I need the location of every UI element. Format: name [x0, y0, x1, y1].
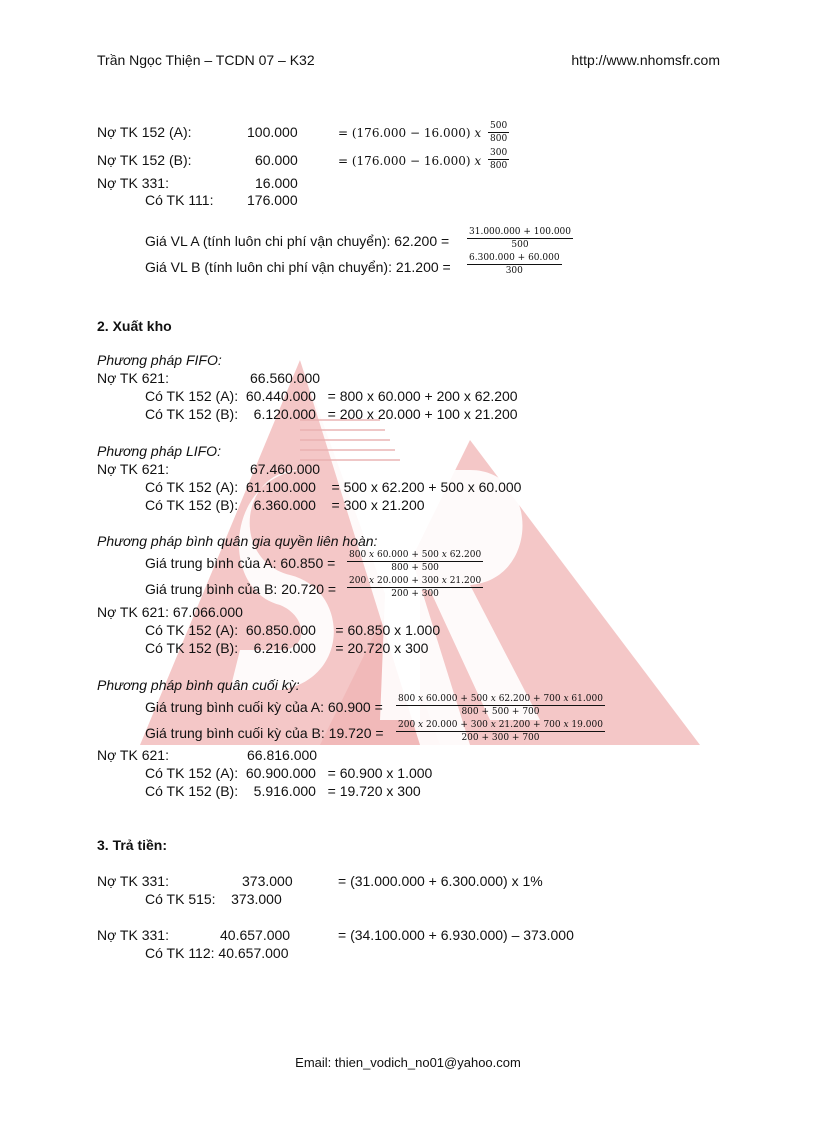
s2-lifo-title: Phương pháp LIFO: [97, 443, 221, 459]
s2-fifo-co-b: Có TK 152 (B): 6.120.000 = 200 x 20.000 + 100 x 21.200 [145, 406, 518, 422]
s3-r1-label: Nợ TK 331: [97, 873, 169, 889]
s3-r1-formula: = (31.000.000 + 6.300.000) x 1% [338, 873, 543, 889]
s1-r1-fraction: $\frac{500}{800}$ [490, 121, 508, 144]
s2-lifo-co-b: Có TK 152 (B): 6.360.000 = 300 x 21.200 [145, 497, 425, 513]
s1-r1-formula: = (176.000 − 16.000) 𝑥 [338, 126, 482, 140]
s3-r3-label: Nợ TK 331: [97, 927, 169, 943]
s3-r4: Có TK 112: 40.657.000 [145, 945, 289, 961]
s2-fifo-title: Phương pháp FIFO: [97, 352, 222, 368]
s2-bqck-b-fraction: 200 𝑥 20.000 + 300 𝑥 21.200 + 700 𝑥 19.000 200 + 300 + 700 [398, 720, 603, 743]
s3-r3-formula: = (34.100.000 + 6.930.000) – 373.000 [338, 927, 574, 943]
s1-r4-label: Có TK 111: [145, 192, 214, 208]
s2-bqlh-b-fraction: 200 𝑥 20.000 + 300 𝑥 21.200 200 + 300 [349, 576, 482, 599]
s2-bqck-co-b: Có TK 152 (B): 5.916.000 = 19.720 x 300 [145, 783, 421, 799]
s1-gia-b-fraction: $\frac{6.300.000 + 60.000}{300}$ [469, 253, 560, 276]
s1-gia-b-text: Giá VL B (tính luôn chi phí vận chuyển): 21.200 = [145, 259, 451, 275]
s1-r2-formula: = (176.000 − 16.000) 𝑥 [338, 154, 482, 168]
s2-bqck-no-amount: 66.816.000 [247, 747, 318, 763]
header-left: Trần Ngọc Thiện – TCDN 07 – K32 [97, 52, 315, 68]
s1-r1-amount: 100.000 [247, 124, 298, 140]
s2-bqck-no-label: Nợ TK 621: [97, 747, 169, 763]
s2-bqck-co-a: Có TK 152 (A): 60.900.000 = 60.900 x 1.000 [145, 765, 433, 781]
s1-r2-amount: 60.000 [255, 152, 298, 168]
s2-fifo-no-label: Nợ TK 621: [97, 370, 169, 386]
s2-lifo-no-label: Nợ TK 621: [97, 461, 169, 477]
s2-lifo-no-amount: 67.460.000 [250, 461, 321, 477]
s1-r3-label: Nợ TK 331: [97, 175, 169, 191]
s2-bqlh-co-b: Có TK 152 (B): 6.216.000 = 20.720 x 300 [145, 640, 429, 656]
s2-bqck-title: Phương pháp bình quân cuối kỳ: [97, 677, 300, 693]
s2-fifo-co-a: Có TK 152 (A): 60.440.000 = 800 x 60.000 + 200 x 62.200 [145, 388, 518, 404]
s1-gia-a-fraction: $\frac{31.000.000 + 100.000}{500}$ [469, 227, 572, 250]
s2-bqck-a-text: Giá trung bình cuối kỳ của A: 60.900 = [145, 699, 383, 715]
s3-r1-amount: 373.000 [242, 873, 293, 889]
s2-lifo-co-a: Có TK 152 (A): 61.100.000 = 500 x 62.200 + 500 x 60.000 [145, 479, 522, 495]
s2-fifo-no-amount: 66.560.000 [250, 370, 321, 386]
s2-bqlh-b-text: Giá trung bình của B: 20.720 = [145, 581, 337, 597]
s3-title: 3. Trả tiền: [97, 837, 168, 853]
s3-r3-amount: 40.657.000 [220, 927, 291, 943]
s1-r2-fraction: $\frac{300}{800}$ [490, 148, 508, 171]
s2-bqlh-a-fraction: 800 𝑥 60.000 + 500 𝑥 62.200 800 + 500 [349, 550, 482, 573]
s1-r3-amount: 16.000 [255, 175, 298, 191]
s2-bqlh-title: Phương pháp bình quân gia quyền liên hoàn: [97, 533, 378, 549]
s2-title: 2. Xuất kho [97, 318, 172, 334]
s2-bqlh-no: Nợ TK 621: 67.066.000 [97, 604, 243, 620]
footer-email: Email: thien_vodich_no01@yahoo.com [295, 1055, 521, 1070]
s2-bqck-a-fraction: 800 𝑥 60.000 + 500 𝑥 62.200 + 700 𝑥 61.000 800 + 500 + 700 [398, 694, 603, 717]
s1-gia-a-text: Giá VL A (tính luôn chi phí vận chuyển): 62.200 = [145, 233, 450, 249]
s1-r1-label: Nợ TK 152 (A): [97, 124, 192, 140]
s1-r2-label: Nợ TK 152 (B): [97, 152, 192, 168]
s2-bqlh-co-a: Có TK 152 (A): 60.850.000 = 60.850 x 1.000 [145, 622, 441, 638]
header-right: http://www.nhomsfr.com [571, 52, 720, 68]
s2-bqck-b-text: Giá trung bình cuối kỳ của B: 19.720 = [145, 725, 384, 741]
s3-r2: Có TK 515: 373.000 [145, 891, 282, 907]
s1-r4-amount: 176.000 [247, 192, 298, 208]
s2-bqlh-a-text: Giá trung bình của A: 60.850 = [145, 555, 336, 571]
